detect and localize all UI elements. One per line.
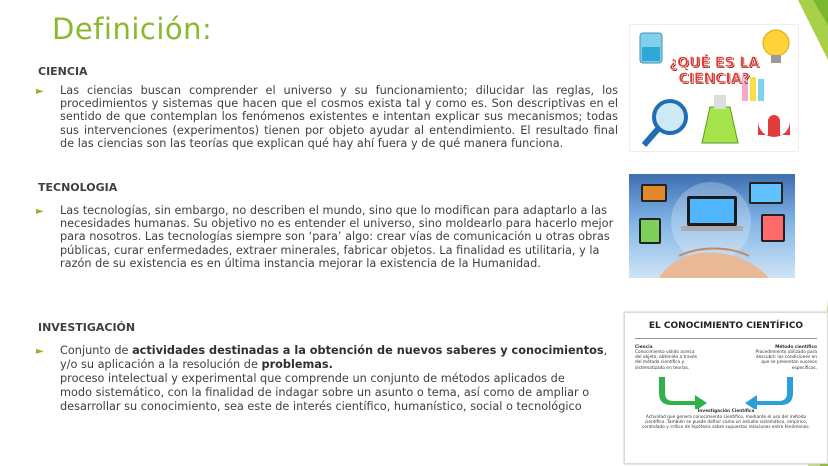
ciencia-heading: Ciencia [635,345,653,350]
investigacion-line-2: y/o su aplicación a la resolución de problemas. [60,358,333,371]
metodo-definition: Procedimiento utilizado para descubrir las condiciones en que se presentan sucesos específicos. [755,350,817,371]
bullet-icon: ► [36,346,44,357]
cycle-arrows-icon [625,373,827,409]
science-clipart-icon [630,25,798,151]
investigacion-line-1: Conjunto de actividades destinadas a la obtención de nuevos saberes y conocimientos, [60,344,608,357]
conocimiento-title: EL CONOCIMIENTO CIENTÍFICO [648,321,804,331]
technology-devices-icon [629,174,795,278]
slide-title: Definición: [52,12,213,46]
section-heading-ciencia: CIENCIA [38,65,88,78]
investigacion-line-5: desarrollar su conocimiento, sea este de interés científico, humanístico, social o tecnológico [60,400,582,413]
investigacion-heading: Investigación Científica [697,409,755,414]
bold-phrase: problemas. [261,358,333,371]
metodo-heading: Método científico [775,345,817,350]
conocimiento-cientifico-image [624,312,828,464]
bullet-icon: ► [36,86,44,97]
section-heading-tecnologia: TECNOLOGIA [38,181,118,194]
ciencia-definition: Conocimiento válido acerca del objeto, obtenido a través del método científico y sistematizado en teorías. [635,350,698,371]
bullet-icon: ► [36,206,44,217]
divider [635,338,817,339]
section-heading-investigacion: INVESTIGACIÓN [38,321,136,334]
tecnologia-text: Las tecnologías, sin embargo, no describen el mundo, sino que lo modifican para adaptarlo a las necesidades humanas. Su objetivo no es entender el universo, sino moldearlo para hacerlo mejor para nosotros. Las tecnologías siempre son ‘para’ algo: crear vías de comunicación u otras obras públicas, curar enfermedades, extraer minerales, fabricar objetos. La finalidad es utilitaria, y la razón de su existencia es en última instancia mejorar la existencia de la Humanidad. [60,204,614,270]
que-es-la-ciencia-image [629,24,799,152]
investigacion-line-3: proceso intelectual y experimental que comprende un conjunto de métodos aplicados de [60,372,565,385]
investigacion-definition: Actividad que genera conocimiento científico, mediante el uso del método científico. También se puede definir como un estudio sistemático, empírico, controlado y crítico de hipótesis sobre supuestas relaciones entre fenómenos. [642,415,810,431]
ciencia-text: Las ciencias buscan comprender el universo y su funcionamiento; dilucidar las reglas, los procedimientos y sistemas que hacen que el cosmos exista tal y como es. Son descriptivas en el sentido de que contemplan los fenómenos existentes e intentan explicar sus mecanismos; todas sus intervenciones (experimentos) tienen por objeto ayudar al entendimiento. El resultado final de las ciencias son las teorías que explican qué hay ahí fuera y de qué manera funciona. [60,84,618,150]
bold-phrase: actividades destinadas a la obtención de nuevos saberes y conocimientos [132,344,604,357]
technology-image [629,174,795,278]
que-es-la-ciencia-text: ¿QUÉ ES LA CIENCIA? [668,55,760,87]
investigacion-line-4: modo sistemático, con la finalidad de indagar sobre un asunto o tema, así como de ampliar o [60,386,590,399]
